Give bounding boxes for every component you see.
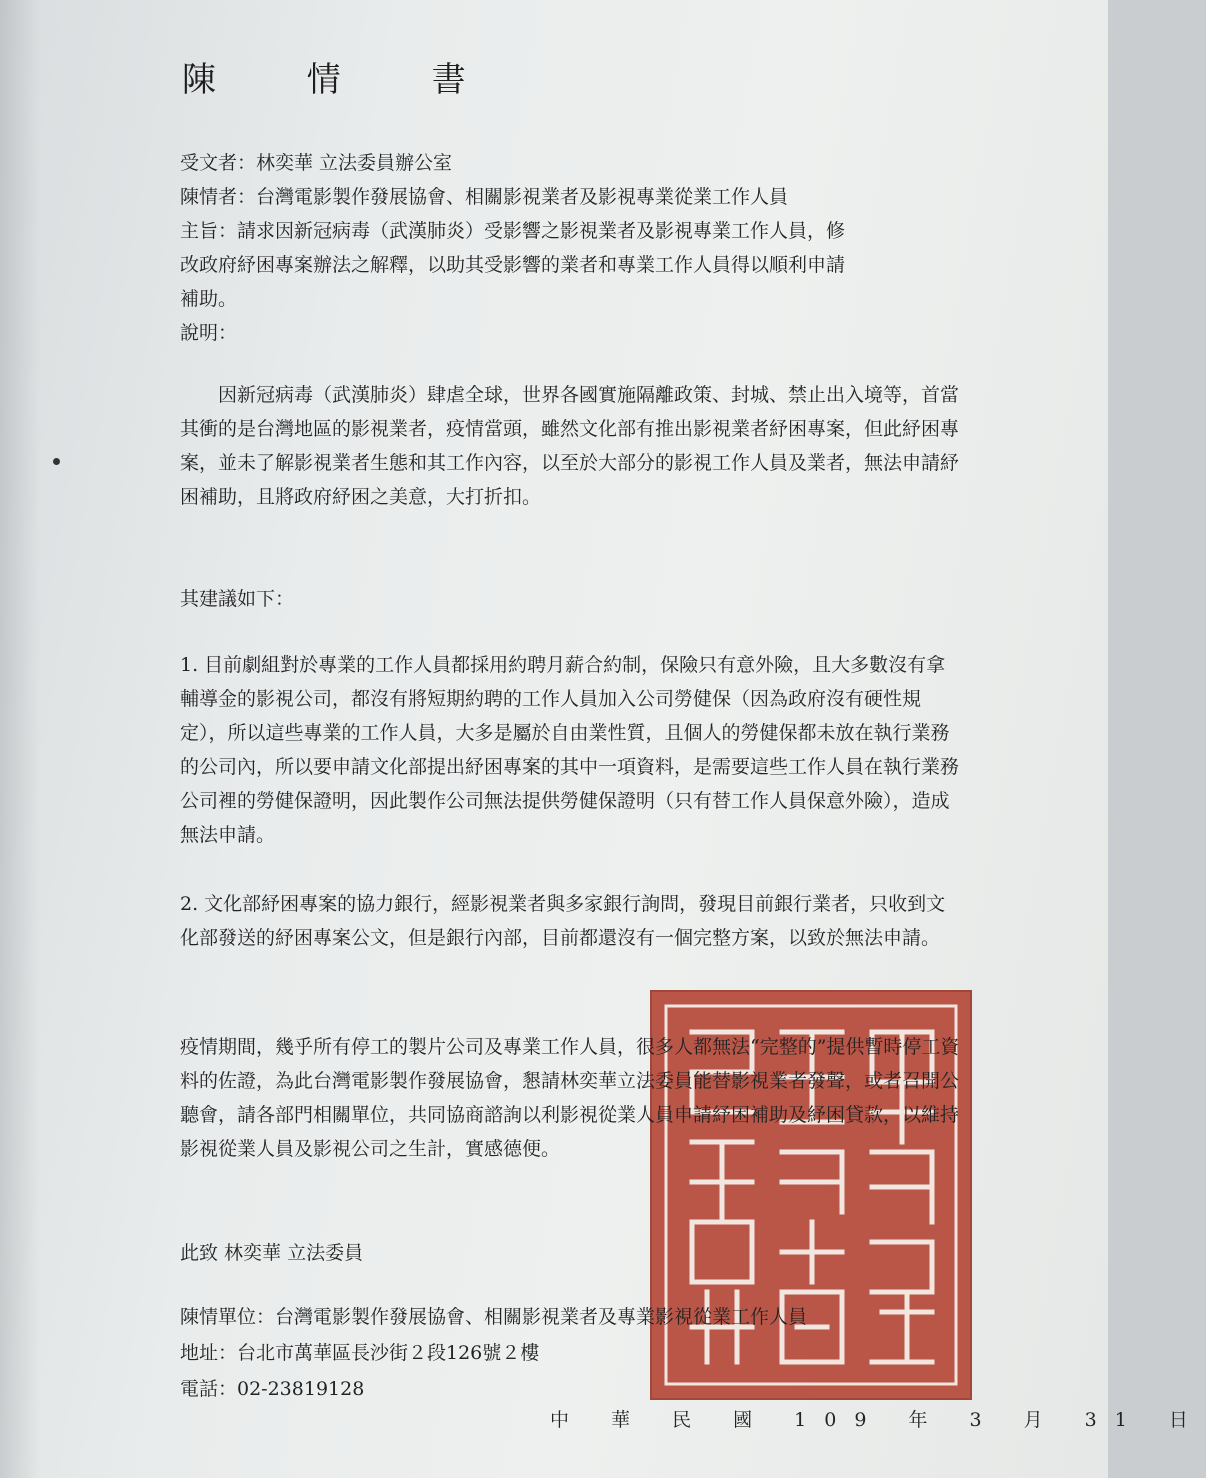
petition-unit: 陳情單位：台灣電影製作發展協會、相關影視業者及專業影視從業工作人員 <box>180 1306 808 1328</box>
suggestions-label: 其建議如下： <box>180 588 295 610</box>
document-date: 中 華 民 國 109 年 3 月 31 日 <box>550 1409 1206 1431</box>
recipient-line: 受文者：林奕華 立法委員辦公室 <box>180 152 453 174</box>
suggestion-1: 1. 目前劇組對於專業的工作人員都採用約聘月薪合約制，保險只有意外險，且大多數沒有拿輔導金的影視公司，都沒有將短期約聘的工作人員加入公司勞健保（因為政府沒有硬性規定），所以這些專業的工作人員，大多是屬於自由業性質，且個人的勞健保都未放在執行業務的公司內，所以要申請文化部提出紓困專案的其中一項資料，是需要這些工作人員在執行業務公司裡的勞健保證明，因此製作公司無法提供勞健保證明（只有替工作人員保意外險），造成無法申請。 <box>180 654 960 846</box>
subject-line-3: 補助。 <box>180 288 238 310</box>
subject-line-2: 改政府紓困專案辦法之解釋，以助其受影響的業者和專業工作人員得以順利申請 <box>180 254 846 276</box>
page-shadow <box>0 0 40 1478</box>
salutation: 此致 林奕華 立法委員 <box>180 1242 364 1264</box>
petitioner-line: 陳情者：台灣電影製作發展協會、相關影視業者及影視專業從業工作人員 <box>180 186 789 208</box>
suggestion-2: 2. 文化部紓困專案的協力銀行，經影視業者與多家銀行詢問，發現目前銀行業者，只收到文化部發送的紓困專案公文，但是銀行內部，目前都還沒有一個完整方案，以致於無法申請。 <box>180 893 946 949</box>
document-title: 陳 情 書 <box>182 60 506 100</box>
closing-paragraph: 疫情期間，幾乎所有停工的製片公司及專業工作人員，很多人都無法“完整的”提供暫時停工資料的佐證，為此台灣電影製作發展協會，懇請林奕華立法委員能替影視業者發聲，或者召開公聽會，請各部門相關單位，共同協商諮詢以利影視從業人員申請紓困補助及紓困貸款，以維持影視從業人員及影視公司之生計，實感德便。 <box>180 1036 960 1160</box>
explanation-label: 說明： <box>180 322 238 344</box>
subject-line-1: 主旨：請求因新冠病毒（武漢肺炎）受影響之影視業者及影視專業工作人員，修 <box>180 220 846 242</box>
intro-paragraph: 因新冠病毒（武漢肺炎）肆虐全球，世界各國實施隔離政策、封城、禁止出入境等，首當其衝的是台灣地區的影視業者，疫情當頭，雖然文化部有推出影視業者紓困專案，但此紓困專案，並未了解影視業者生態和其工作內容，以至於大部分的影視工作人員及業者，無法申請紓困補助，且將政府紓困之美意，大打折扣。 <box>180 384 960 508</box>
phone: 電話：02-23819128 <box>180 1378 365 1400</box>
address: 地址：台北市萬華區長沙街２段126號２樓 <box>180 1342 540 1364</box>
ink-speck <box>53 458 60 465</box>
